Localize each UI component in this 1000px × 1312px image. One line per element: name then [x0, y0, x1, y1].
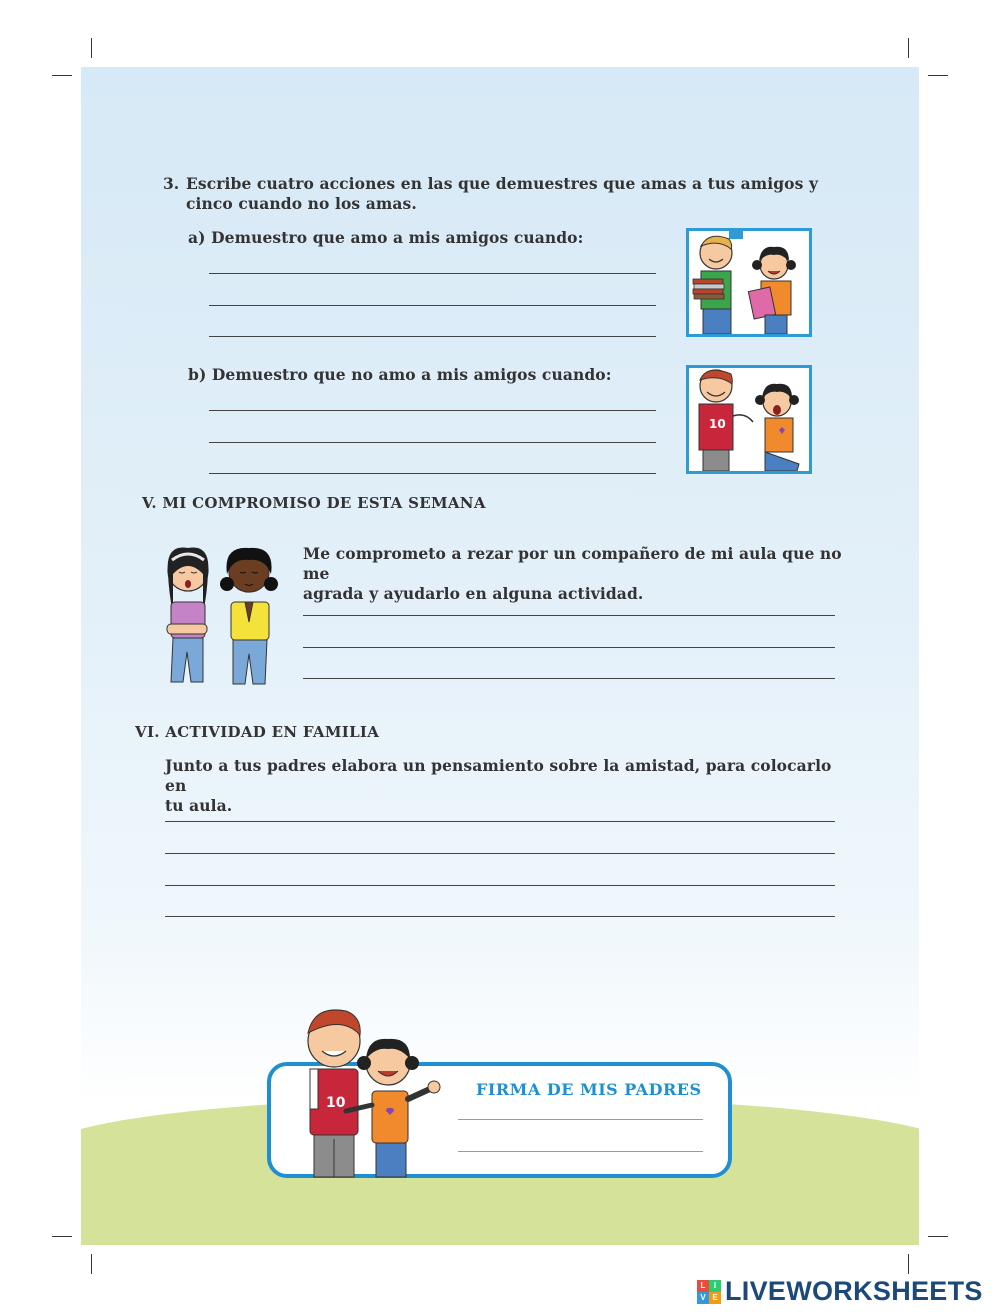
waving-kids-illustration: [296, 1007, 446, 1179]
signature-line-1[interactable]: [458, 1119, 703, 1120]
family-line-1[interactable]: [165, 821, 835, 822]
logo-letter: V: [697, 1292, 709, 1304]
answer-line-a2[interactable]: [209, 305, 656, 306]
answer-line-b2[interactable]: [209, 442, 656, 443]
crop-mark: [928, 1236, 948, 1237]
family-line-3[interactable]: [165, 885, 835, 886]
commitment-line-1[interactable]: [303, 615, 835, 616]
commitment-line-3[interactable]: [303, 678, 835, 679]
crop-mark: [91, 38, 92, 58]
logo-letter: L: [697, 1280, 709, 1292]
liveworksheets-brand: [697, 1276, 983, 1307]
friends-arguing-illustration: [686, 365, 812, 474]
signature-title: FIRMA DE MIS PADRES: [476, 1080, 702, 1099]
crop-mark: [52, 1236, 72, 1237]
crop-mark: [908, 38, 909, 58]
praying-girls-illustration: [163, 544, 279, 689]
crop-mark: [52, 75, 72, 76]
question-number: 3.: [163, 174, 180, 193]
jersey-number-text: 10: [709, 417, 726, 431]
answer-line-a3[interactable]: [209, 336, 656, 337]
crop-mark: [908, 1254, 909, 1274]
answer-line-a1[interactable]: [209, 273, 656, 274]
jersey-number-text: 10: [326, 1095, 346, 1111]
section-v-text: Me comprometo a rezar por un compañero de mi aula que no me agrada y ayudarlo en alguna actividad.: [303, 544, 842, 603]
signature-line-2[interactable]: [458, 1151, 703, 1152]
part-a-label: a) Demuestro que amo a mis amigos cuando:: [188, 228, 584, 247]
logo-letter: I: [709, 1280, 721, 1292]
liveworksheets-logo-icon: [697, 1280, 721, 1304]
crop-mark: [928, 75, 948, 76]
answer-line-b1[interactable]: [209, 410, 656, 411]
part-b-label: b) Demuestro que no amo a mis amigos cuando:: [188, 365, 612, 384]
section-v-heading: V. MI COMPROMISO DE ESTA SEMANA: [142, 494, 486, 512]
answer-line-b3[interactable]: [209, 473, 656, 474]
friends-sharing-illustration: [686, 228, 812, 337]
family-line-2[interactable]: [165, 853, 835, 854]
brand-name: LIVEWORKSHEETS: [725, 1276, 983, 1306]
crop-mark: [91, 1254, 92, 1274]
commitment-line-2[interactable]: [303, 647, 835, 648]
section-vi-heading: VI. ACTIVIDAD EN FAMILIA: [135, 723, 380, 741]
question-text: Escribe cuatro acciones en las que demuestres que amas a tus amigos y cinco cuando no los amas.: [186, 174, 819, 213]
section-vi-text: Junto a tus padres elabora un pensamiento sobre la amistad, para colocarlo en tu aula.: [165, 756, 832, 815]
family-line-4[interactable]: [165, 916, 835, 917]
logo-letter: E: [709, 1292, 721, 1304]
